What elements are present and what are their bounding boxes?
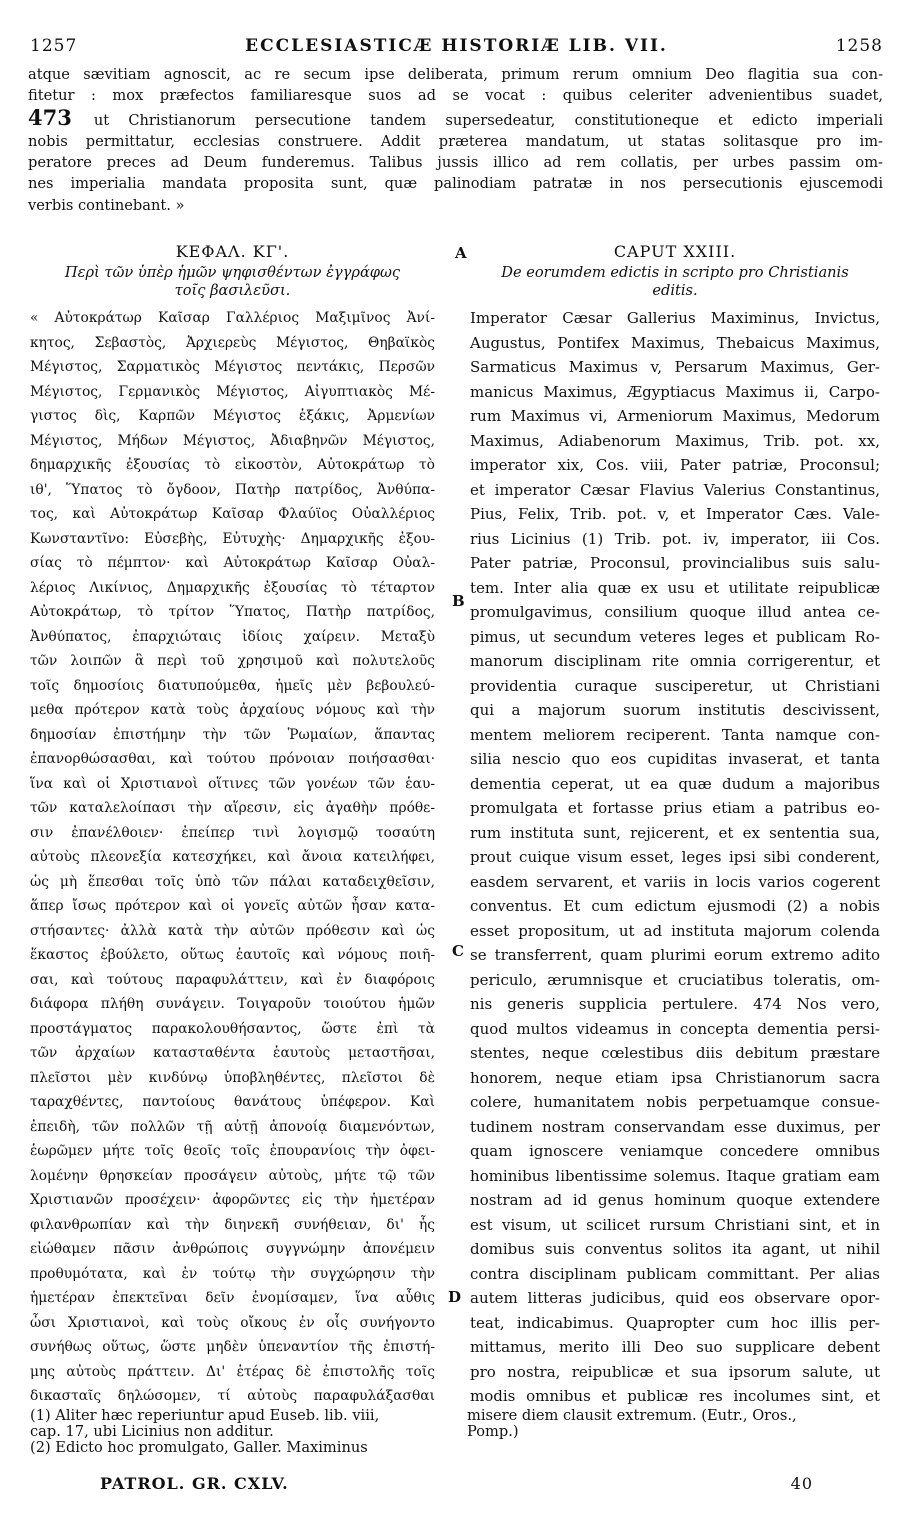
latin-line: rius Licinius (1) Trib. pot. iv, imperator, iii Cos. [470, 529, 880, 548]
latin-line: Pius, Felix, Trib. pot. v, et Imperator Cæs. Vale- [470, 505, 880, 523]
greek-line: ἡμετέραν ἐπεκτεῖναι δεῖν ἐνομίσαμεν, ἵνα αὖθις [30, 1290, 435, 1306]
latin-line: pimus, ut secundum veteres leges et publicam Ro- [470, 627, 880, 646]
page-number-right: 1258 [835, 36, 883, 56]
intro-line: verbis continebant. » [28, 196, 185, 214]
latin-line: est visum, ut scilicet rursum Christiani sint, et in [470, 1215, 880, 1234]
footer-signature: 40 [790, 1474, 813, 1493]
greek-line: ἵνα καὶ οἱ Χριστιανοὶ οἵτινες τῶν γονέων τῶν ἑαυ- [30, 775, 435, 792]
latin-line: rum Maximus vi, Armeniorum Maximus, Medorum [470, 407, 880, 425]
latin-line: Sarmaticus Maximus v, Persarum Maximus, Ger- [470, 358, 880, 376]
greek-column [30, 242, 435, 1409]
greek-line: Αὐτοκράτωρ, τὸ τρίτον Ὕπατος, Πατὴρ πατρίδος, [30, 604, 435, 620]
latin-column [470, 242, 880, 1409]
latin-line: mentem meliorem reciperent. Tanta namque con- [470, 725, 880, 744]
intro-line: atque sævitiam agnoscit, ac re secum ipse deliberata, primum rerum omnium Deo flagitia sua con- [28, 66, 883, 83]
latin-line: Maximus, Adiabenorum Maximus, Trib. pot. xx, [470, 431, 880, 450]
latin-line: promulgata et fortasse prius etiam a patribus eo- [470, 799, 880, 817]
greek-line: λομένην θρησκείαν προσάγειν αὐτοὺς, μήτε τῷ τῶν [30, 1167, 435, 1184]
greek-line: διάφορα πλήθη συνάγειν. Τοιγαροῦν τοιούτου ἡμῶν [30, 996, 435, 1012]
greek-line: γιστος δὶς, Καρπῶν Μέγιστος ἑξάκις, Ἀρμενίων [30, 408, 435, 424]
section-marker-d: D [448, 1288, 462, 1306]
latin-line: tudinem nostram conservandam esse duximus, per [470, 1117, 880, 1136]
footer-series: PATROL. GR. CXLV. [100, 1474, 289, 1493]
latin-line: modis omnibus et publicæ res incolumes sint, et [470, 1387, 880, 1405]
latin-text [470, 306, 880, 1409]
greek-line: ταραχθέντες, παντοίους θανάτους ὑπέφερον. Καὶ [30, 1094, 435, 1110]
greek-line: προθυμότατα, καὶ ἐν τούτῳ τὴν συγχώρησιν τὴν [30, 1265, 435, 1282]
chapter-subtitle-line: Περὶ τῶν ὑπὲρ ἡμῶν ψηφισθέντων ἐγγράφως [64, 264, 401, 281]
latin-line: honorem, neque etiam ipsa Christianorum sacra [470, 1068, 880, 1087]
latin-line: esset propositum, ut ad instituta majorum colenda [470, 921, 880, 940]
greek-line: τοῖς δημοσίοις διατυπούμεθα, ἡμεῖς μὲν βεβουλεύ- [30, 677, 435, 694]
greek-line: Ἀνθύπατος, ἐπαρχιώταις ἰδίοις χαίρειν. Μεταξὺ [30, 628, 435, 645]
latin-line: colere, humanitatem nobis perpetuamque consue- [470, 1093, 880, 1111]
greek-line: « Αὐτοκράτωρ Καῖσαρ Γαλλέριος Μαξιμῖνος Ἀνί- [30, 310, 435, 326]
greek-text [30, 306, 435, 1409]
greek-chapter-subtitle [30, 264, 435, 300]
greek-line: προστάγματος παρακολουθήσαντος, ὥστε ἐπὶ τὰ [30, 1020, 435, 1037]
latin-line: hominibus libentissime solemus. Itaque gratiam eam [470, 1166, 880, 1185]
greek-line: αὐτοὺς πλεονεξία κατεσχήκει, καὶ ἄνοια κατειλήφει, [30, 849, 435, 865]
section-marker-a: A [455, 244, 467, 262]
latin-line: quod multos videamus in concepta dementia persi- [470, 1019, 880, 1038]
latin-line: rum instituta sunt, rejicerent, et ex sententia sua, [470, 823, 880, 842]
latin-line: et imperator Cæsar Flavius Valerius Constantinus, [470, 480, 880, 499]
greek-line: ἐπειδὴ, τῶν πολλῶν τῇ αὐτῇ ἀπονοίᾳ διαμενόντων, [30, 1118, 435, 1135]
greek-line: Κωνσταντῖνο: Εὐσεβὴς, Εὐτυχὴς· Δημαρχικῆς ἐξου- [30, 530, 435, 547]
greek-line: τῶν ἀρχαίων κατασταθέντα ἑαυτοὺς μεταστῆσαι, [30, 1045, 435, 1061]
greek-line: δημοσίαν ἐπιστήμην τὴν τῶν Ῥωμαίων, ἅπαντας [30, 726, 435, 743]
footnotes-right [467, 1408, 882, 1440]
latin-line: silia nescio quo eos cupiditas invaserat, et tanta [470, 750, 880, 768]
page-footer [100, 1474, 813, 1493]
footnote-line: Pomp.) [467, 1423, 519, 1440]
latin-line: promulgavimus, consilium quoque illud antea ce- [470, 603, 880, 621]
latin-line: dementia ceperat, ut ea quæ dudum a majoribus [470, 774, 880, 793]
greek-line: πλεῖστοι μὲν κινδύνῳ ὑποβληθέντες, πλεῖστοι δὲ [30, 1069, 435, 1086]
section-marker-b: B [452, 592, 465, 610]
chapter-subtitle-line: De eorumdem edictis in scripto pro Christianis [501, 264, 849, 281]
greek-chapter-title: ΚΕΦΑΛ. ΚΓ'. [175, 242, 290, 261]
greek-line: σιν ἐπανέλθοιεν· ἐπείπερ τινὶ λογισμῷ τοσαύτη [30, 824, 435, 841]
latin-line: imperator xix, Cos. viii, Pater patriæ, Proconsul; [470, 456, 880, 474]
latin-line: teat, indicabimus. Quapropter cum hoc illis per- [470, 1313, 880, 1332]
latin-line: se transferrent, quam plurimi eorum extremo adito [470, 946, 880, 964]
greek-line: μης αὐτοὺς πράττειν. Δι' ἑτέρας δὲ ἐπιστολῆς τοῖς [30, 1363, 435, 1380]
latin-line: Augustus, Pontifex Maximus, Thebaicus Maximus, [470, 333, 880, 352]
intro-paragraph [28, 64, 883, 216]
latin-line: manicus Maximus, Ægyptiacus Maximus ii, Carpo- [470, 382, 880, 401]
greek-line: σίας τὸ πέμπτον· καὶ Αὐτοκράτωρ Καῖσαρ Οὐαλ- [30, 555, 435, 571]
latin-chapter-title: CAPUT XXIII. [613, 242, 737, 261]
latin-line: Pater patriæ, Proconsul, provincialibus suis salu- [470, 554, 880, 572]
running-header [30, 36, 883, 60]
greek-line: Μέγιστος, Γερμανικὸς Μέγιστος, Αἰγυπτιακὸς Μέ- [30, 383, 435, 400]
latin-chapter-subtitle [470, 264, 880, 300]
latin-line: autem litteras judicibus, quid eos observare opor- [470, 1289, 880, 1307]
latin-line: quam ignoscere veniamque concedere omnibus [470, 1142, 880, 1160]
intro-line: fitetur : mox præfectos familiaresque suos ad se vocat : quibus celeriter advenientibus suadet, [28, 87, 883, 105]
greek-line: στήσαντες· ἀλλὰ κατὰ τὴν αὐτῶν πρόθεσιν καὶ ὡς [30, 922, 435, 939]
greek-line: Χριστιανῶν προσέχειν· ἀφορῶντες εἰς τὴν ἡμετέραν [30, 1192, 435, 1208]
footnote-line: cap. 17, ubi Licinius non additur. [30, 1423, 274, 1440]
intro-line: nes imperialia mandata proposita sunt, quæ palinodiam patratæ in nos persecutionis ejuscemodi [28, 175, 883, 193]
footnotes-left [30, 1408, 450, 1456]
latin-line: tem. Inter alia quæ ex usu et utilitate reipublicæ [470, 578, 880, 597]
greek-line: ὡς μὴ ἕπεσθαι τοῖς ὑπὸ τῶν πάλαι καταδειχθεῖσιν, [30, 873, 435, 890]
latin-line: easdem servarent, et variis in locis varios cogerent [470, 872, 880, 891]
greek-line: τος, καὶ Αὐτοκράτωρ Καῖσαρ Φλαύϊος Οὐαλλέριος [30, 506, 435, 522]
greek-line: ὦσι Χριστιανοὶ, καὶ τοὺς οἴκους ἐν οἷς συνήγοντο [30, 1314, 435, 1331]
latin-line: mittamus, merito illi Deo suo supplicare debent [470, 1338, 880, 1356]
latin-line: conventus. Et cum edictum ejusmodi (2) a nobis [470, 897, 880, 915]
greek-line: ιθ', Ὕπατος τὸ ὄγδοον, Πατὴρ πατρίδος, Ἀνθύπα- [30, 481, 435, 498]
page-number-left: 1257 [30, 36, 78, 56]
greek-line: Μέγιστος, Μήδων Μέγιστος, Ἀδιαβηνῶν Μέγιστος, [30, 432, 435, 449]
footnote-line: (2) Edicto hoc promulgato, Galler. Maximinus [30, 1439, 368, 1456]
latin-line: nostram ad id genus hominum quoque extendere [470, 1191, 880, 1209]
intro-line [28, 104, 883, 131]
column-mark: 473 [28, 104, 94, 130]
latin-line: manorum disciplinam rite omnia corrigerentur, et [470, 652, 880, 670]
intro-line: peratore preces ad Deum funderemus. Talibus jussis illico ad rem collatis, per urbes passim om- [28, 154, 883, 172]
greek-line: συνήθως οὕτως, ὥστε μηδὲν ὑπεναντίον τῆς ἐπιστή- [30, 1339, 435, 1355]
latin-line: stentes, neque cœlestibus diis debitum præstare [470, 1044, 880, 1062]
greek-line: σαι, καὶ τούτους παραφυλάττειν, καὶ ἐν διαφόροις [30, 971, 435, 988]
latin-line: contra disciplinam publicam committant. Per alias [470, 1264, 880, 1283]
latin-line: periculo, ærumnisque et cruciatibus toleratis, om- [470, 970, 880, 989]
intro-line-text: ut Christianorum persecutione tandem supersedeatur, constitutioneque et edicto imperiali [93, 111, 883, 129]
footnote-line: (1) Aliter hæc reperiuntur apud Euseb. lib. viii, [30, 1407, 380, 1424]
greek-line: Μέγιστος, Σαρματικὸς Μέγιστος πεντάκις, Περσῶν [30, 359, 435, 375]
greek-line: δικασταῖς δηλώσομεν, τί αὐτοὺς παραφυλάξασθαι [30, 1388, 435, 1404]
greek-line: λέριος Λικίνιος, Δημαρχικῆς ἐξουσίας τὸ τέταρτον [30, 579, 435, 596]
latin-line: pro nostra, reipublicæ et sua ipsorum salute, ut [470, 1362, 880, 1381]
chapter-subtitle-line: τοῖς βασιλεῦσι. [174, 282, 291, 299]
latin-line: domibus suis conventus solitos ita agant, ut nihil [470, 1240, 880, 1258]
greek-line: ἐπανορθώσασθαι, καὶ τούτου πρόνοιαν ποιήσασθαι· [30, 751, 435, 767]
footnote-line: misere diem clausit extremum. (Eutr., Oros., [467, 1407, 797, 1424]
greek-line: εἰώθαμεν πᾶσιν ἀνθρώποις συγγνώμην ἀπονέμειν [30, 1241, 435, 1257]
greek-line: δημαρχικῆς ἐξουσίας τὸ εἰκοστὸν, Αὐτοκράτωρ τὸ [30, 457, 435, 473]
section-marker-c: C [452, 942, 464, 960]
greek-line: τῶν καταλελοίπασι τὴν αἵρεσιν, εἰς ἀγαθὴν πρόθε- [30, 800, 435, 816]
latin-line: providentia curaque susciperetur, ut Christiani [470, 676, 880, 695]
greek-line: φιλανθρωπίαν καὶ τὴν διηνεκῆ συνήθειαν, δι' ἧς [30, 1216, 435, 1233]
latin-line: nis generis supplicia pertulere. 474 Nos vero, [470, 995, 880, 1013]
intro-line: nobis permittatur, ecclesias construere. Addit præterea mandatum, ut statas solitasque pro im- [28, 132, 883, 150]
latin-line: qui a majorum suorum institutis descivissent, [470, 701, 880, 719]
greek-line: ἅπερ ἴσως πρότερον καὶ οἱ γονεῖς αὐτῶν ἦσαν κατα- [30, 898, 435, 914]
chapter-subtitle-line: editis. [652, 282, 698, 299]
latin-line: Imperator Cæsar Gallerius Maximinus, Invictus, [470, 309, 880, 327]
greek-line: τῶν λοιπῶν ἃ περὶ τοῦ χρησιμοῦ καὶ πολυτελοῦς [30, 653, 435, 669]
running-title: ECCLESIASTICÆ HISTORIÆ LIB. VII. [245, 36, 668, 56]
latin-line: prout cuique visum esset, leges ipsi sibi conderent, [470, 848, 880, 866]
greek-line: ἑωρῶμεν μήτε τοῖς θεοῖς τοῖς ἐπουρανίοις τὴν ὀφει- [30, 1143, 435, 1159]
greek-line: μεθα πρότερον κατὰ τοὺς ἀρχαίους νόμους καὶ τὴν [30, 702, 435, 718]
greek-line: κητος, Σεβαστὸς, Ἀρχιερεὺς Μέγιστος, Θηβαϊκὸς [30, 334, 435, 351]
greek-line: ἕκαστος ἐβούλετο, οὕτως ἑαυτοῖς καὶ νόμους ποιῆ- [30, 947, 435, 963]
